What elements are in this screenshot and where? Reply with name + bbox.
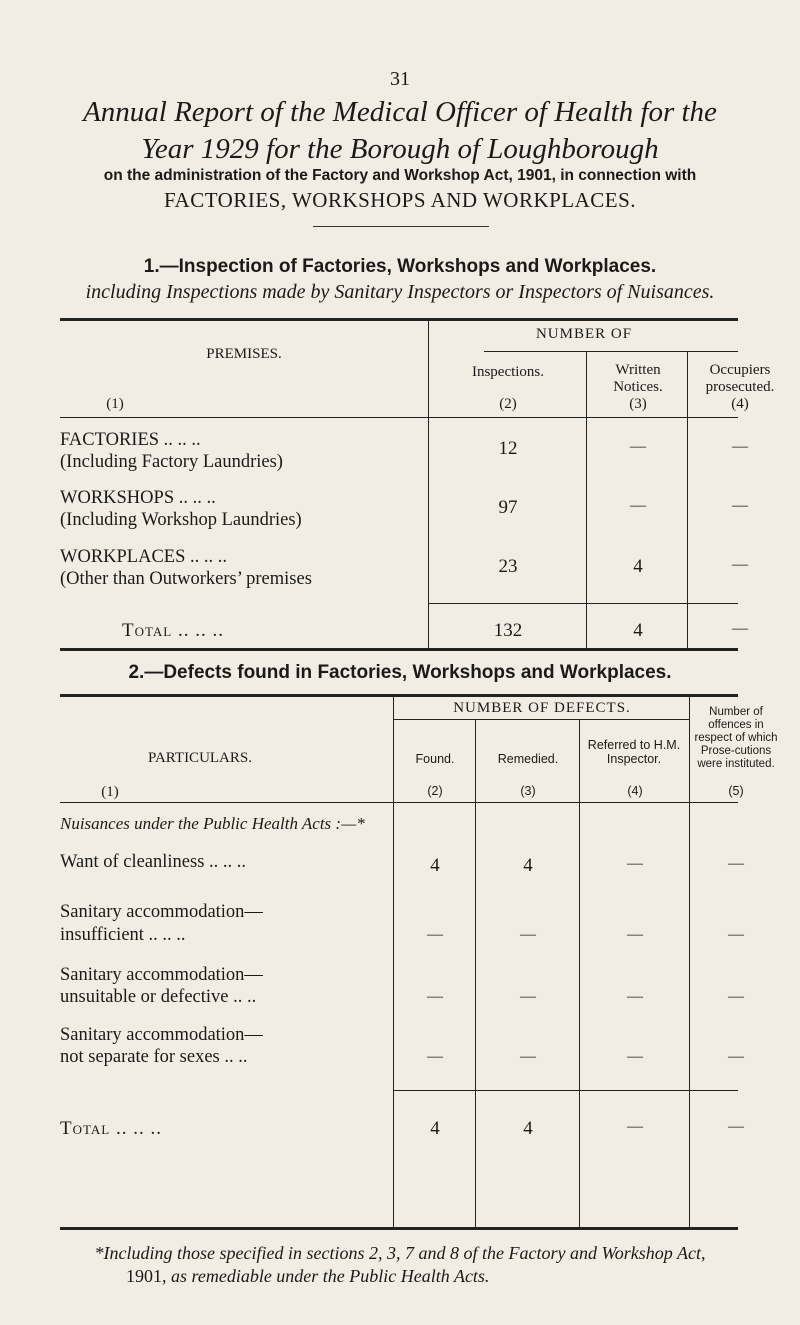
table1-header-rule — [60, 417, 738, 418]
row-workshops-label: WORKSHOPS .. .. .. — [60, 488, 216, 508]
table2-header-rule — [60, 802, 738, 803]
table2-top-rule — [60, 694, 738, 697]
not-separate-found: — — [427, 1048, 443, 1065]
row-not-separate-line2: not separate for sexes .. .. — [60, 1047, 248, 1067]
table2-total-rule — [393, 1090, 738, 1091]
table2-total-label: Total .. .. .. — [60, 1118, 162, 1139]
header-prosecutions: Number of offences in respect of which Prose-cutions were instituted. — [694, 706, 778, 770]
header-written-notices-num: (3) — [629, 396, 647, 412]
header-inspections: Inspections. — [471, 364, 545, 380]
workshops-inspections: 97 — [498, 497, 518, 518]
total-prosecutions: — — [728, 1118, 744, 1135]
not-separate-referred: — — [627, 1048, 643, 1065]
header-occupiers-prosecuted: Occupiers prosecuted. — [705, 362, 775, 395]
row-workplaces-label: WORKPLACES .. .. .. — [60, 547, 228, 567]
header-found-num: (2) — [427, 784, 443, 798]
table1-top-rule — [60, 318, 738, 321]
row-want-of-cleanliness: Want of cleanliness .. .. .. — [60, 852, 247, 872]
header-referred: Referred to H.M. Inspector. — [587, 738, 681, 766]
header-remedied-num: (3) — [520, 784, 536, 798]
cleanliness-remedied: 4 — [523, 855, 533, 876]
table2-group-rule — [393, 719, 690, 720]
row-unsuitable-line1: Sanitary accommodation— — [60, 965, 263, 985]
workplaces-inspections: 23 — [498, 556, 518, 577]
table2-vline-2 — [475, 720, 476, 1229]
not-separate-remedied: — — [520, 1048, 536, 1065]
insufficient-prosecutions: — — [728, 926, 744, 943]
unsuitable-remedied: — — [520, 988, 536, 1005]
title-divider — [313, 226, 489, 227]
page-number: 31 — [390, 68, 410, 90]
row-insufficient-line1: Sanitary accommodation— — [60, 902, 263, 922]
header-premises: PREMISES. — [206, 346, 282, 362]
workshops-prosecuted: — — [732, 497, 748, 514]
table1-vline-2 — [586, 352, 587, 650]
header-referred-num: (4) — [627, 784, 643, 798]
row-workplaces-sub: (Other than Outworkers’ premises — [60, 569, 312, 589]
report-subtitle: on the administration of the Factory and Workshop Act, 1901, in connection with — [103, 167, 697, 184]
unsuitable-found: — — [427, 988, 443, 1005]
header-remedied: Remedied. — [497, 752, 559, 766]
table2-bottom-rule — [60, 1227, 738, 1230]
header-written-notices: Written Notices. — [613, 362, 663, 395]
header-premises-num: (1) — [106, 396, 124, 412]
table2-vline-4 — [689, 696, 690, 1229]
row-workshops-sub: (Including Workshop Laundries) — [60, 510, 302, 530]
workshops-notices: — — [630, 497, 646, 514]
total-remedied: 4 — [523, 1118, 533, 1139]
total-referred: — — [627, 1118, 643, 1135]
footnote-line1: *Including those specified in sections 2, 3, 7 and 8 of the Factory and Workshop Act, — [94, 1243, 706, 1263]
section1-heading: 1.—Inspection of Factories, Workshops and Workplaces. — [143, 256, 657, 277]
header-particulars-num: (1) — [101, 784, 119, 800]
table1-total-rule — [429, 603, 738, 604]
header-number-of: NUMBER OF — [535, 326, 633, 342]
header-prosecutions-num: (5) — [728, 784, 744, 798]
table1-total-label: Total .. .. .. — [122, 620, 224, 641]
factories-prosecuted: — — [732, 438, 748, 455]
footnote-rest: as remediable under the Public Health Acts. — [166, 1266, 490, 1286]
total-notices: 4 — [633, 620, 643, 641]
header-occupiers-prosecuted-num: (4) — [731, 396, 749, 412]
cleanliness-found: 4 — [430, 855, 440, 876]
not-separate-prosecutions: — — [728, 1048, 744, 1065]
row-unsuitable-line2: unsuitable or defective .. .. — [60, 987, 257, 1007]
header-particulars: PARTICULARS. — [148, 750, 252, 766]
section2-heading: 2.—Defects found in Factories, Workshops and Workplaces. — [128, 662, 672, 683]
header-inspections-num: (2) — [499, 396, 517, 412]
workplaces-prosecuted: — — [732, 556, 748, 573]
cleanliness-prosecutions: — — [728, 855, 744, 872]
row-not-separate-line1: Sanitary accommodation— — [60, 1025, 263, 1045]
table1-bottom-rule — [60, 648, 738, 651]
insufficient-found: — — [427, 926, 443, 943]
report-title-line1: Annual Report of the Medical Officer of Health for the — [83, 96, 717, 128]
table2-vline-3 — [579, 720, 580, 1229]
table2-vline-1 — [393, 696, 394, 1229]
table1-vline-1 — [428, 320, 429, 650]
total-prosecuted: — — [732, 620, 748, 637]
total-found: 4 — [430, 1118, 440, 1139]
insufficient-referred: — — [627, 926, 643, 943]
header-found: Found. — [415, 752, 455, 766]
insufficient-remedied: — — [520, 926, 536, 943]
section1-subheading: including Inspections made by Sanitary Inspectors or Inspectors of Nuisances. — [85, 281, 715, 303]
factories-inspections: 12 — [498, 438, 518, 459]
unsuitable-referred: — — [627, 988, 643, 1005]
header-number-of-defects: NUMBER OF DEFECTS. — [453, 700, 631, 716]
factories-notices: — — [630, 438, 646, 455]
row-insufficient-line2: insufficient .. .. .. — [60, 925, 186, 945]
footnote-year: 1901, — [126, 1266, 167, 1286]
report-title-line2: Year 1929 for the Borough of Loughborough — [141, 133, 659, 165]
cleanliness-referred: — — [627, 855, 643, 872]
row-factories-sub: (Including Factory Laundries) — [60, 452, 283, 472]
workplaces-notices: 4 — [633, 556, 643, 577]
nuisances-heading: Nuisances under the Public Health Acts :—* — [60, 814, 365, 833]
total-inspections: 132 — [493, 620, 523, 641]
report-subtitle-caps: FACTORIES, WORKSHOPS AND WORKPLACES. — [163, 188, 637, 212]
unsuitable-prosecutions: — — [728, 988, 744, 1005]
row-factories-label: FACTORIES .. .. .. — [60, 430, 201, 450]
footnote-line2 — [126, 1266, 489, 1287]
table1-group-rule — [484, 351, 738, 352]
